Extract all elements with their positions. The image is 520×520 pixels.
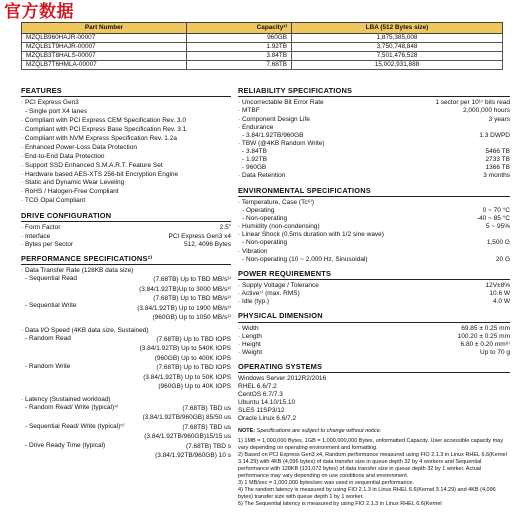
spec-value: 1 sector per 10¹⁷ bits read xyxy=(435,99,510,107)
table-cell: 3.84TB xyxy=(187,52,292,61)
spec-value: 5466 TB xyxy=(485,148,510,155)
spec-value: 0 ~ 70 °C xyxy=(482,206,510,214)
section-title: RELIABILITY SPECIFICATIONS xyxy=(238,86,510,97)
reliability-rows xyxy=(238,99,510,180)
features-section xyxy=(21,86,231,206)
spec-row xyxy=(238,99,510,107)
section-title: PERFORMANCE SPECIFICATIONS²⁾ xyxy=(21,254,231,265)
spec-row xyxy=(21,233,231,241)
spec-row xyxy=(238,231,510,239)
spec-row xyxy=(238,223,510,231)
perf-value: (3.84/1.92TB/960GB) 85/50 us xyxy=(142,414,231,422)
transfer-rate-heading: · Data Transfer Rate (128KB data size) xyxy=(21,267,134,274)
perf-value: (960GB) Up to 1050 MB/s³⁾ xyxy=(152,314,231,322)
os-item: Ubuntu 14.10/15.10 xyxy=(238,399,296,407)
spec-row xyxy=(238,140,510,148)
spec-row xyxy=(21,224,231,232)
reliability-section xyxy=(238,86,510,181)
note-item: 3) 1 MB/sec = 1,000,000 bytes/sec was used in sequential performance. xyxy=(238,480,414,487)
table-row xyxy=(22,34,503,43)
spec-row xyxy=(238,172,510,180)
lat-seq-row xyxy=(21,423,231,442)
spec-row xyxy=(238,124,510,132)
power-section xyxy=(238,269,510,307)
feature-item: · Hardware based AES-XTS 256-bit Encryption Engine xyxy=(21,170,179,178)
spec-row xyxy=(238,256,510,264)
spec-value: -40 ~ 85 °C xyxy=(476,215,510,222)
os-item: Windows Server 2012R2/2016 xyxy=(238,375,327,383)
spec-value: 69.85 ± 0.25 mm xyxy=(461,324,510,332)
lat-seq-values xyxy=(144,423,231,442)
seq-write-label: - Sequential Write xyxy=(25,302,77,310)
spec-label: - Operating xyxy=(242,206,275,214)
section-title: FEATURES xyxy=(21,86,231,97)
spec-value: 6.80 ± 0.20 mm⁸⁾ xyxy=(460,340,510,348)
spec-label: · Humidity (non-condensing) xyxy=(238,223,320,231)
perf-value: (960GB) Up to 400K IOPS xyxy=(154,354,231,362)
page-title: 官方数据 xyxy=(4,2,74,21)
feature-item: · PCI Express Gen3 xyxy=(21,99,79,107)
section-title: POWER REQUIREMENTS xyxy=(238,269,510,280)
spec-value: 4.0 W xyxy=(493,298,510,306)
spec-row xyxy=(238,148,510,156)
power-rows xyxy=(238,282,510,306)
spec-row xyxy=(238,349,510,357)
spec-label: · Interface xyxy=(21,232,51,240)
seq-write-row xyxy=(21,294,231,323)
spec-label: · TBW (@4KB Random Write) xyxy=(238,139,325,147)
spec-row xyxy=(238,207,510,215)
spec-label: · Active⁷⁾ (max. RMS) xyxy=(238,290,300,298)
rand-write-label: - Random Write xyxy=(25,363,71,371)
spec-label: - Non-operating xyxy=(242,239,288,247)
spec-label: - 3.84TB xyxy=(242,148,267,155)
spec-label: · MTBF xyxy=(238,107,260,115)
perf-value: (3.84/1.92TB/960GB) 10 s xyxy=(155,452,231,460)
table-cell: 3,750,748,848 xyxy=(292,43,503,52)
rand-read-values xyxy=(140,335,231,364)
spec-row xyxy=(238,116,510,124)
lat-seq-label: - Sequential Read/ Write (typical)⁵⁾ xyxy=(25,422,125,430)
table-cell: MZQLB7T6HMLA-00007 xyxy=(22,61,187,70)
feature-item: · Compliant with PCI Express CEM Specification Rev. 3.0 xyxy=(21,117,186,125)
column-header: Part Number xyxy=(22,23,187,34)
environmental-section xyxy=(238,186,510,264)
perf-value: (7.68TB) Up to TBD MB/s³⁾ xyxy=(153,295,231,303)
seq-read-row xyxy=(21,275,231,294)
feature-item: · Static and Dynamic Wear Leveling xyxy=(21,179,125,187)
io-speed-heading: · Data I/O Speed (4KB data size, Sustained) xyxy=(21,326,149,334)
part-number-table xyxy=(21,22,503,70)
spec-label: · Supply Voltage / Tolerance xyxy=(238,282,319,289)
spec-label: · Endurance xyxy=(238,123,274,131)
rand-write-values xyxy=(143,363,231,392)
spec-value: 10.6 W xyxy=(489,290,510,298)
perf-value: (960GB) Up to 40K IOPS xyxy=(158,383,231,391)
spec-label: · Uncorrectable Bit Error Rate xyxy=(238,99,324,107)
spec-row xyxy=(238,298,510,306)
feature-item: · End-to-End Data Protection xyxy=(21,152,105,160)
spec-label: · Data Retention xyxy=(238,172,286,180)
table-cell: MZQLB1T9HAJR-00007 xyxy=(22,43,187,52)
spec-value: 2.5" xyxy=(219,224,231,232)
performance-section xyxy=(21,254,231,461)
spec-row xyxy=(238,333,510,341)
os-item: RHEL 6.6/7.2 xyxy=(238,383,277,391)
os-item: CentOS 6.7/7.3 xyxy=(238,391,283,399)
section-title: ENVIRONMENTAL SPECIFICATIONS xyxy=(238,186,510,197)
spec-row xyxy=(238,248,510,256)
spec-label: - 3.84/1.92TB/960GB xyxy=(242,131,304,139)
spec-value: 1366 TB xyxy=(485,164,510,172)
spec-row xyxy=(238,290,510,298)
spec-value: 2733 TB xyxy=(485,156,510,164)
perf-value: (3.84/1.92TB) Up to 50K IOPS xyxy=(143,373,231,381)
table-row xyxy=(22,52,503,61)
perf-value: (3.84/1.92TB) Up to 1900 MB/s³⁾ xyxy=(137,304,231,312)
drive-config-section xyxy=(21,211,231,249)
spec-row xyxy=(238,156,510,164)
spec-value: Up to 70 g xyxy=(480,349,510,356)
section-title: PHYSICAL DIMENSION xyxy=(238,311,510,322)
spec-value: 20 G xyxy=(495,255,510,263)
spec-row xyxy=(238,282,510,290)
spec-label: · Component Design Life xyxy=(238,115,310,123)
lat-rand-values xyxy=(142,404,231,423)
spec-label: · Width xyxy=(238,324,259,332)
perf-value: (3.84/1.92TB) Up to 540K IOPS xyxy=(139,345,231,353)
table-row xyxy=(22,43,503,52)
right-column xyxy=(238,86,510,508)
spec-value: 3 months xyxy=(483,172,510,180)
spec-label: - Non-operating (10 ~ 2,000 Hz, Sinusoidal) xyxy=(242,255,368,263)
rand-write-row xyxy=(21,363,231,392)
table-header-row xyxy=(22,23,503,34)
perf-value: (7.68TB) Up to TBD MB/s³⁾ xyxy=(153,276,231,284)
spec-value: 3 years xyxy=(488,115,510,123)
os-item: SLES 11SP3/12 xyxy=(238,407,285,415)
drive-ready-label: - Drive Ready Time (typical) xyxy=(25,441,106,449)
spec-value: 2,000,000 hours xyxy=(463,107,510,115)
table-cell: 1,875,385,008 xyxy=(292,34,503,43)
spec-row xyxy=(238,215,510,223)
note-item: 1) 1MB = 1,000,000 Bytes, 1GB = 1,000,000,000 Bytes, unformatted Capacity. User accessible capacity may vary depending on operating environment and formatting. xyxy=(238,438,503,452)
physical-rows xyxy=(238,325,510,358)
spec-label: · Linear Shock (0.5ms duration with 1/2 sine wave) xyxy=(238,231,384,239)
seq-write-values xyxy=(137,294,231,323)
spec-row xyxy=(21,241,231,249)
spec-value: 1.3 DWPD xyxy=(479,131,510,139)
section-title: OPERATING SYSTEMS xyxy=(238,362,510,373)
environmental-rows xyxy=(238,199,510,264)
feature-item: · Support SSD Enhanced S.M.A.R.T. Feature Set xyxy=(21,161,163,169)
table-cell: 15,002,931,888 xyxy=(292,61,503,70)
note-heading xyxy=(238,428,510,435)
latency-heading: · Latency (Sustained workload) xyxy=(21,395,111,403)
column-header: Capacity¹⁾ xyxy=(187,23,292,34)
perf-value: (3.84/1.92TB)Up to 3000 MB/s³⁾ xyxy=(139,285,231,293)
feature-item: · TCG Opal Compliant xyxy=(21,197,86,205)
lat-rand-label: - Random Read/ Write (typical)⁴⁾ xyxy=(25,403,119,411)
spec-row xyxy=(238,164,510,172)
spec-label: - 960GB xyxy=(242,164,267,172)
spec-label: - 1.92TB xyxy=(242,156,267,164)
spec-label: · Height xyxy=(238,340,261,348)
note-item: 4) The random latency is measured by using FIO 2.1.3 in Linux RHEL 6.6(Kernel 3.14.29) and 4KB (4,096 bytes) transfer size with queue depth 1 by 1 worker. xyxy=(238,487,496,501)
spec-row xyxy=(238,132,510,140)
table-row xyxy=(22,61,503,70)
drive-config-rows xyxy=(21,224,231,248)
perf-value: (3.84/1.92TB/960GB)15/15 us xyxy=(144,433,231,441)
physical-section xyxy=(238,311,510,357)
column-header: LBA (512 Bytes size) xyxy=(292,23,503,34)
spec-value: 100.20 ± 0.25 mm xyxy=(457,332,510,340)
spec-row xyxy=(238,107,510,115)
left-column xyxy=(21,86,273,466)
table-cell: MZQLB3T8HALS-00007 xyxy=(22,52,187,61)
os-item: Oracle Linux 6.6/7.2 xyxy=(238,415,297,423)
table-cell: 960GB xyxy=(187,34,292,43)
rand-read-row xyxy=(21,335,231,364)
feature-item: · Enhanced Power-Loss Data Protection xyxy=(21,143,137,151)
table-cell: 7.68TB xyxy=(187,61,292,70)
spec-row xyxy=(238,239,510,247)
perf-value: (7.68TB) Up to TBD IOPS xyxy=(156,364,231,372)
spec-label: · Weight xyxy=(238,349,263,356)
seq-read-label: - Sequential Read xyxy=(25,275,78,283)
perf-value: (7.68TB) TBD us xyxy=(182,404,231,412)
lat-rand-row xyxy=(21,404,231,423)
spec-label: · Form Factor xyxy=(21,224,61,232)
perf-value: (7.68TB) Up to TBD IOPS xyxy=(156,335,231,343)
spec-value: 512, 4096 Bytes xyxy=(184,240,231,248)
os-section xyxy=(238,362,510,423)
spec-value: 5 ~ 95% xyxy=(485,223,510,231)
spec-label: - Non-operating xyxy=(242,215,288,222)
spec-row xyxy=(238,341,510,349)
note-item: 2) Based on PCI Express Gen3 x4, Random performance measured using FIO 2.1.3 in Linux RHEL 6.6(Kernel 3.14.29) with 4KB (4,096 bytes) of data transfer size in queue depth 32 by 4 workers and Sequential performance with 128KB (131,072 bytes) of data transfer size in queue depth 32 by 1 worker. Actual performance may vary depending on use conditions and environment. xyxy=(238,452,507,480)
table-cell: MZQLB960HAJR-00007 xyxy=(22,34,187,43)
spec-value: 12V±8% xyxy=(485,282,510,289)
spec-value: 1,500 G xyxy=(486,239,510,247)
spec-row xyxy=(238,199,510,207)
spec-value: PCI Express Gen3 x4 xyxy=(168,232,231,240)
note-text: Specifications are subject to change without notice. xyxy=(255,428,382,435)
spec-label: · Vibration xyxy=(238,247,268,255)
feature-item: · Compliant with NVM Express Specification Rev. 1.2a xyxy=(21,134,177,142)
table-cell: 1.92TB xyxy=(187,43,292,52)
spec-label: · Bytes per Sector xyxy=(21,240,74,248)
seq-read-values xyxy=(139,275,231,294)
section-title: DRIVE CONFIGURATION xyxy=(21,211,231,222)
feature-item: · RoHS / Halogen-Free Compliant xyxy=(21,188,119,196)
rand-read-label: - Random Read xyxy=(25,334,71,342)
perf-value: (7.68TB) TBD us xyxy=(182,423,231,431)
spec-row xyxy=(238,325,510,333)
perf-value: (7.68TB) TBD s xyxy=(185,442,231,450)
spec-label: · Length xyxy=(238,332,262,340)
spec-label: · Idle (typ.) xyxy=(238,298,270,306)
feature-item: - Single port X4 lanes xyxy=(25,108,88,116)
drive-ready-row xyxy=(21,442,231,461)
feature-item: · Compliant with PCI Express Base Specification Rev. 3.1 xyxy=(21,125,187,133)
features-list xyxy=(21,99,231,206)
notes-section xyxy=(238,428,510,508)
table-cell: 7,501,476,528 xyxy=(292,52,503,61)
note-label: NOTE: xyxy=(238,428,256,435)
drive-ready-values xyxy=(155,442,231,461)
notes-list xyxy=(238,438,510,508)
spec-label: · Temperature, Case (Tc⁶⁾) xyxy=(238,198,315,206)
note-item: 5) The Sequential latency is measured by using FIO 2.1.3 in Linux RHEL 6.6(Kernel xyxy=(238,501,442,508)
os-list xyxy=(238,375,510,423)
